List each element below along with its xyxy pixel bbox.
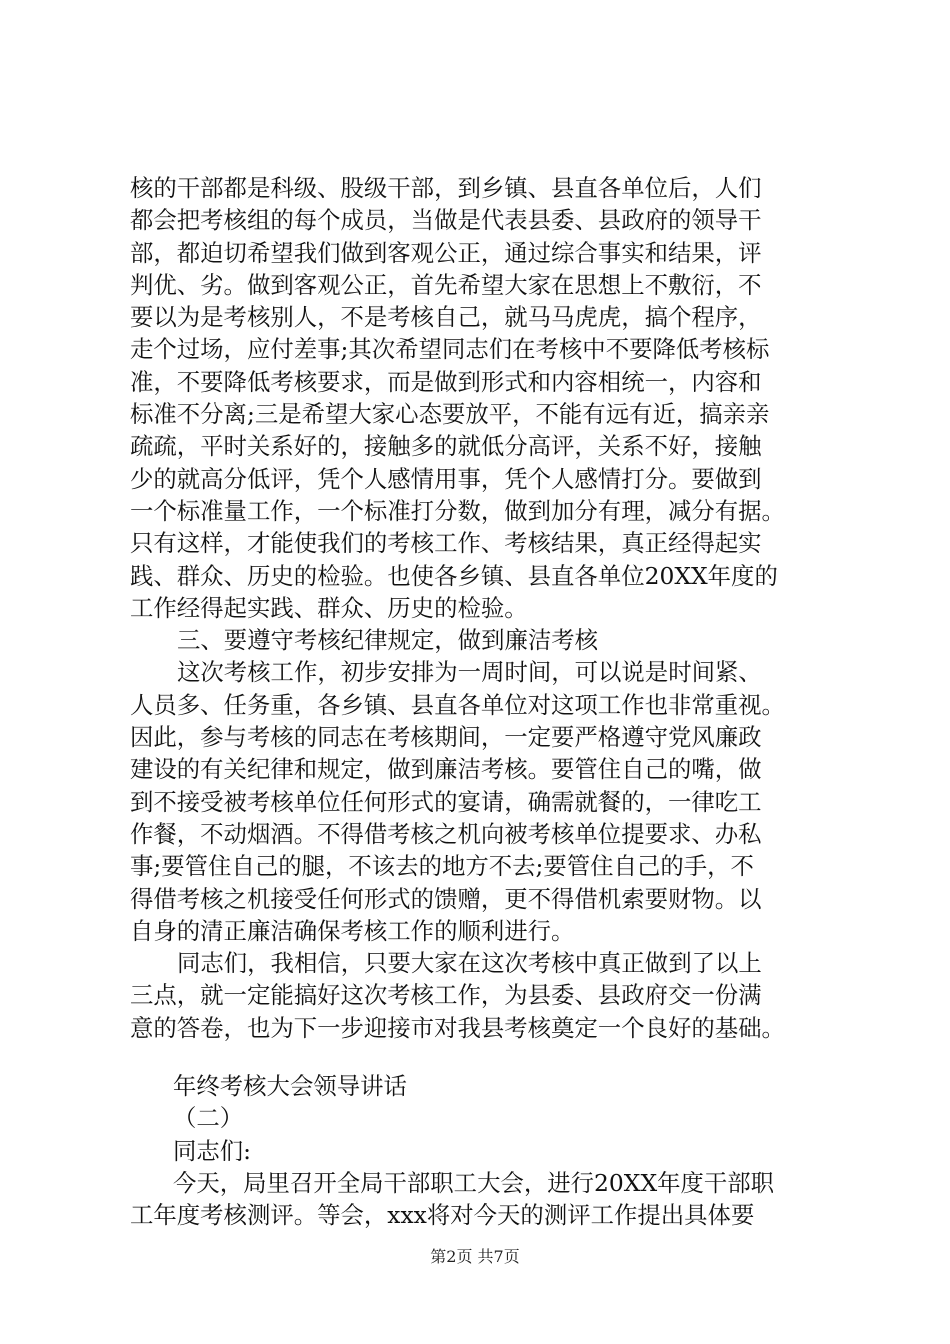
text-line: 建设的有关纪律和规定，做到廉洁考核。要管住自己的嘴，做 bbox=[130, 755, 762, 784]
text-line: 疏疏，平时关系好的，接触多的就低分高评，关系不好，接触 bbox=[130, 432, 762, 461]
text-line: 事;要管住自己的腿，不该去的地方不去;要管住自己的手，不 bbox=[130, 852, 754, 881]
text-line: 三点，就一定能搞好这次考核工作，为县委、县政府交一份满 bbox=[130, 981, 762, 1010]
text-line: 人员多、任务重，各乡镇、县直各单位对这项工作也非常重视。 bbox=[130, 690, 785, 719]
document-subtitle: （二） bbox=[173, 1104, 244, 1133]
text-line: 都会把考核组的每个成员，当做是代表县委、县政府的领导干 bbox=[130, 206, 762, 235]
section-heading: 三、要遵守考核纪律规定，做到廉洁考核 bbox=[177, 626, 599, 655]
text-line: 意的答卷，也为下一步迎接市对我县考核奠定一个良好的基础。 bbox=[130, 1013, 785, 1042]
text-line: 作餐，不动烟酒。不得借考核之机向被考核单位提要求、办私 bbox=[130, 819, 762, 848]
text-line: 这次考核工作，初步安排为一周时间，可以说是时间紧、 bbox=[177, 658, 762, 687]
text-line: 走个过场，应付差事;其次希望同志们在考核中不要降低考核标 bbox=[130, 335, 770, 364]
text-line: 核的干部都是科级、股级干部，到乡镇、县直各单位后，人们 bbox=[130, 174, 762, 202]
text-line: 到不接受被考核单位任何形式的宴请，确需就餐的，一律吃工 bbox=[130, 787, 762, 816]
text-line: 今天，局里召开全局干部职工大会，进行20XX年度干部职 bbox=[173, 1168, 775, 1197]
text-line: 只有这样，才能使我们的考核工作、考核结果，真正经得起实 bbox=[130, 529, 762, 558]
text-line: 自身的清正廉洁确保考核工作的顺利进行。 bbox=[130, 916, 575, 945]
paragraph-gap bbox=[130, 1044, 835, 1070]
document-title: 年终考核大会领导讲话 bbox=[173, 1072, 407, 1101]
text-line: 因此，参与考核的同志在考核期间，一定要严格遵守党风廉政 bbox=[130, 723, 762, 752]
text-line: 践、群众、历史的检验。也使各乡镇、县直各单位20XX年度的 bbox=[130, 561, 778, 590]
text-line: 标准不分离;三是希望大家心态要放平，不能有远有近，搞亲亲 bbox=[130, 400, 770, 429]
text-line: 判优、劣。做到客观公正，首先希望大家在思想上不敷衍，不 bbox=[130, 270, 762, 299]
text-line: 得借考核之机接受任何形式的馈赠，更不得借机索要财物。以 bbox=[130, 884, 762, 913]
salutation: 同志们: bbox=[173, 1136, 252, 1165]
text-line: 工年度考核测评。等会，xxx将对今天的测评工作提出具体要 bbox=[130, 1201, 755, 1230]
text-line: 一个标准量工作，一个标准打分数，做到加分有理，减分有据。 bbox=[130, 496, 785, 525]
text-line: 同志们，我相信，只要大家在这次考核中真正做到了以上 bbox=[177, 949, 762, 978]
text-line: 部，都迫切希望我们做到客观公正，通过综合事实和结果，评 bbox=[130, 238, 762, 267]
text-line: 工作经得起实践、群众、历史的检验。 bbox=[130, 593, 528, 622]
body-text bbox=[130, 172, 835, 1232]
text-line: 少的就高分低评，凭个人感情用事，凭个人感情打分。要做到 bbox=[130, 464, 762, 493]
text-line: 准，不要降低考核要求，而是做到形式和内容相统一，内容和 bbox=[130, 367, 762, 396]
text-line: 要以为是考核别人，不是考核自己，就马马虎虎，搞个程序， bbox=[130, 303, 762, 332]
page-number: 第2页 共7页 bbox=[430, 1247, 520, 1266]
